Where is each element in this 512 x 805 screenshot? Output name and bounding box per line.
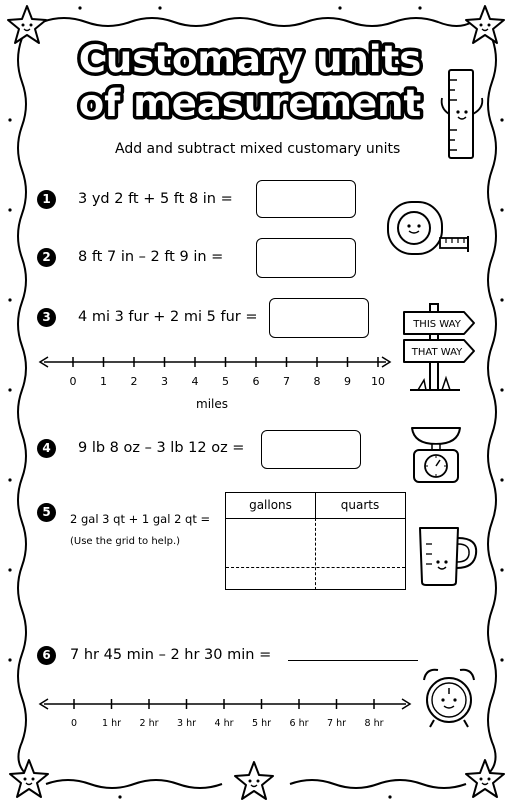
miles-tick-label: 8 [313,375,321,388]
tape-measure-icon [384,196,480,260]
problem-number-4: 4 [37,439,56,458]
hours-number-line [36,694,416,736]
hours-tick-label: 5 hr [252,718,271,729]
gallons-quarts-grid[interactable] [225,492,406,590]
problem-6-text: 7 hr 45 min – 2 hr 30 min = [70,647,272,663]
problem-number-1: 1 [37,190,56,209]
star-icon [462,2,508,48]
miles-tick-label: 3 [161,375,168,388]
miles-tick-label: 5 [222,375,229,388]
page-title [40,28,440,128]
signpost-icon [400,300,480,396]
problem-number-6: 6 [37,646,56,665]
hours-tick-label: 7 hr [327,718,346,729]
answer-box-1[interactable] [256,180,356,218]
problem-5-text: 2 gal 3 qt + 1 gal 2 qt = [70,512,211,526]
hours-tick-label: 1 hr [102,718,121,729]
measuring-cup-icon [414,522,484,588]
problem-number-2: 2 [37,248,56,267]
hours-tick-label: 4 hr [214,718,234,729]
answer-box-3[interactable] [269,298,369,338]
problem-3-text: 4 mi 3 fur + 2 mi 5 fur = [78,309,258,325]
hours-tick-label: 6 hr [289,718,309,729]
answer-box-2[interactable] [256,238,356,278]
star-icon [462,756,508,802]
star-icon [231,758,277,804]
problem-number-3: 3 [37,308,56,327]
miles-tick-label: 7 [283,375,290,388]
title-line-1: Customary units [78,38,422,81]
subtitle: Add and subtract mixed customary units [115,141,401,157]
problem-2-text: 8 ft 7 in – 2 ft 9 in = [78,249,224,265]
miles-tick-label: 0 [69,375,77,388]
hours-tick-label: 3 hr [177,718,196,729]
sign-that-way: THAT WAY [411,347,463,358]
hours-tick-label: 8 hr [364,718,384,729]
ruler-icon [436,64,492,164]
sign-this-way: THIS WAY [413,319,461,330]
answer-box-4[interactable] [261,430,361,469]
answer-line-6[interactable] [288,660,418,661]
grid-header-quarts: quarts [340,498,380,512]
miles-tick-label: 10 [371,375,385,388]
miles-tick-label: 4 [191,375,199,388]
problem-4-text: 9 lb 8 oz – 3 lb 12 oz = [78,440,245,456]
miles-tick-label: 2 [130,375,138,388]
miles-tick-label: 1 [100,375,107,388]
miles-tick-label: 9 [344,375,351,388]
star-icon [6,756,52,802]
kitchen-scale-icon [406,422,466,486]
miles-label: miles [196,397,228,411]
hours-tick-label: 0 [70,718,78,729]
problem-5-hint: (Use the grid to help.) [70,536,181,547]
grid-header-gallons: gallons [249,498,292,512]
problem-1-text: 3 yd 2 ft + 5 ft 8 in = [78,191,233,207]
alarm-clock-icon [418,664,480,732]
problem-number-5: 5 [37,503,56,522]
miles-number-line [36,350,396,415]
miles-tick-label: 6 [252,375,260,388]
title-line-2: of measurement [78,82,422,125]
hours-tick-label: 2 hr [139,718,159,729]
